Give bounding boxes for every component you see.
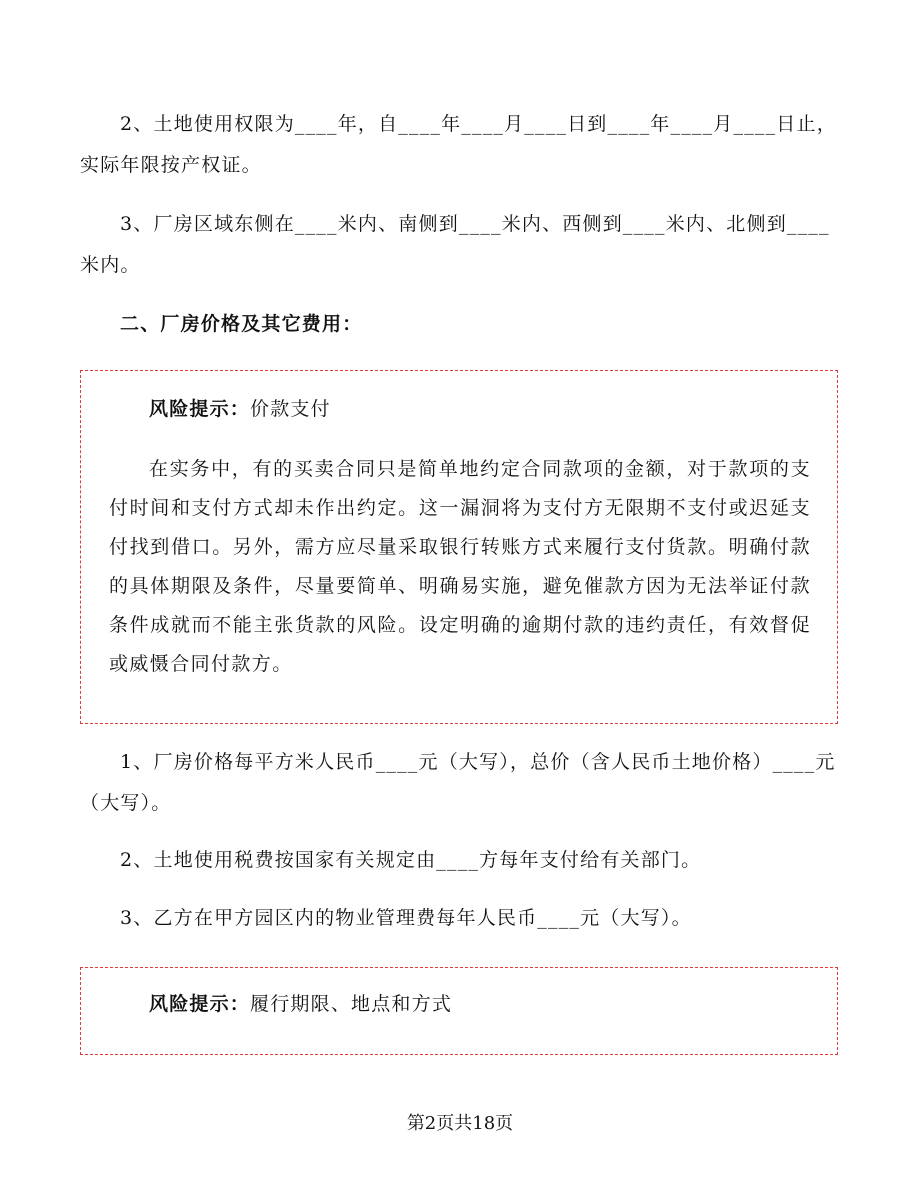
page-footer: 第2页共18页	[406, 1113, 514, 1134]
clause-plant-price: 1、厂房价格每平方米人民币____元（大写），总价（含人民币土地价格）____元（大写）。	[80, 751, 836, 814]
section-heading-price: 二、厂房价格及其它费用：	[120, 313, 363, 335]
risk-box-performance	[80, 967, 838, 1055]
risk-label: 风险提示：	[149, 993, 251, 1015]
clause-plant-boundaries: 3、厂房区域东侧在____米内、南侧到____米内、西侧到____米内、北侧到____米内。	[80, 213, 830, 276]
risk-title-performance	[149, 984, 452, 1025]
risk-topic: 价款支付	[250, 398, 331, 420]
clause-land-use-term: 2、土地使用权限为____年，自____年____月____日到____年____月____日止，实际年限按产权证。	[80, 113, 837, 176]
clause-land-tax: 2、土地使用税费按国家有关规定由____方每年支付给有关部门。	[120, 849, 702, 871]
risk-topic: 履行期限、地点和方式	[250, 993, 453, 1015]
risk-body-payment: 在实务中，有的买卖合同只是简单地约定合同款项的金额，对于款项的支付时间和支付方式却未作出约定。这一漏洞将为支付方无限期不支付或迟延支付找到借口。另外，需方应尽量采取银行转账方式来履行支付货款。明确付款的具体期限及条件，尽量要简单、明确易实施，避免催款方因为无法举证付款条件成就而不能主张货款的风险。设定明确的逾期付款的违约责任，有效督促或威慑合同付款方。	[109, 458, 811, 675]
risk-title-payment	[149, 389, 331, 430]
risk-box-payment	[80, 370, 838, 724]
risk-label: 风险提示：	[149, 398, 251, 420]
clause-property-fee: 3、乙方在甲方园区内的物业管理费每年人民币____元（大写）。	[120, 907, 692, 929]
